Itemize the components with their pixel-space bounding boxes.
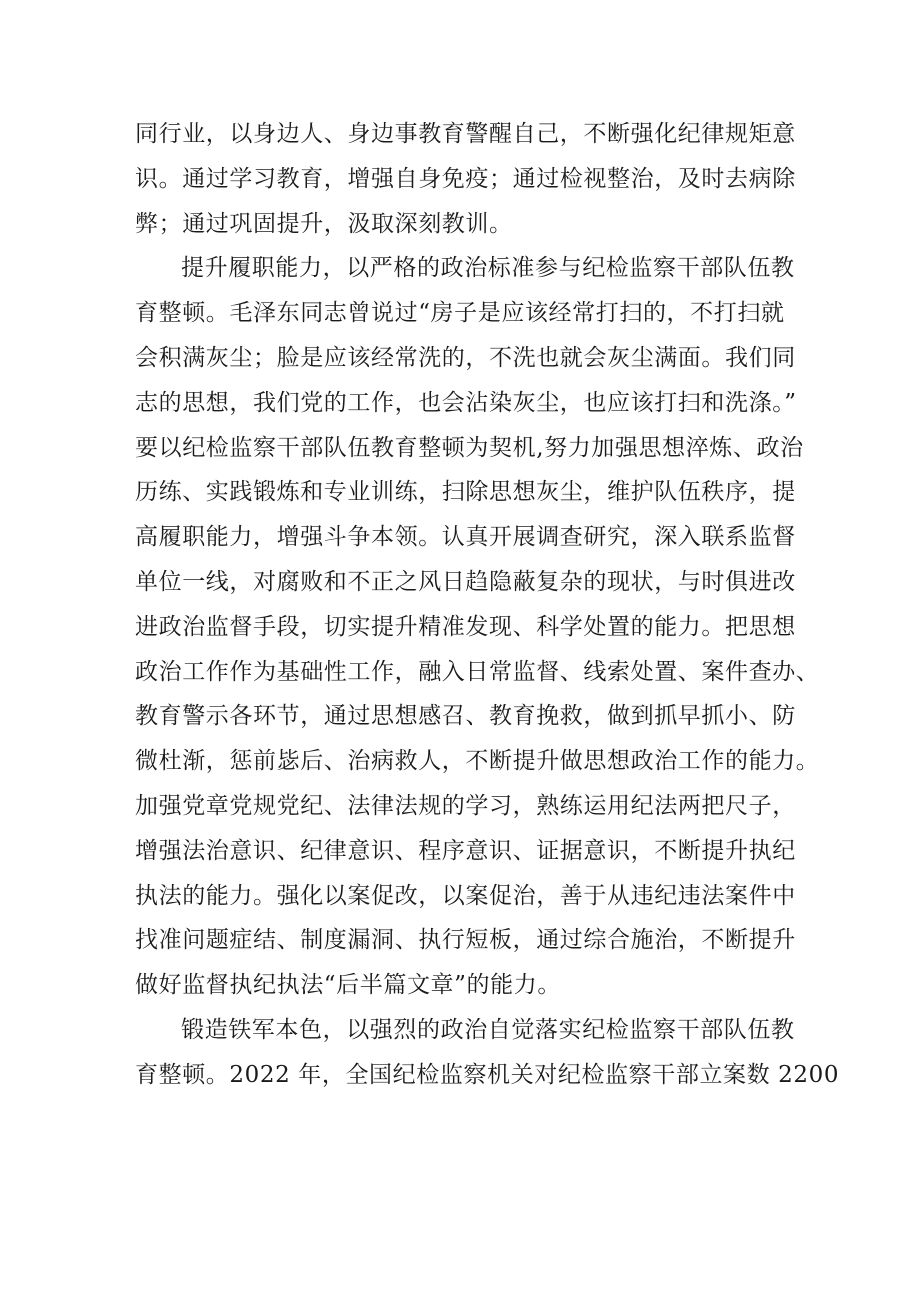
text-line: 提升履职能力，以严格的政治标准参与纪检监察干部队伍教 [181,255,795,282]
text-line: 志的思想，我们党的工作，也会沾染灰尘，也应该打扫和洗涤。” [135,389,797,416]
text-line: 微杜渐，惩前毖后、治病救人，不断提升做思想政治工作的能力。 [135,748,820,775]
body-text [135,112,840,1098]
text-line: 同行业，以身边人、身边事教育警醒自己，不断强化纪律规矩意 [135,121,796,147]
text-line: 政治工作作为基础性工作，融入日常监督、线索处置、案件查办、 [135,658,820,685]
text-line: 进政治监督手段，切实提升精准发现、科学处置的能力。把思想 [135,613,796,640]
text-line: 执法的能力。强化以案促改，以案促治，善于从违纪违法案件中 [135,882,796,909]
text-line: 历练、实践锻炼和专业训练，扫除思想灰尘，维护队伍秩序，提 [135,479,796,506]
text-line: 增强法治意识、纪律意识、程序意识、证据意识，不断提升执纪 [135,837,796,864]
text-line: 要以纪检监察干部队伍教育整顿为契机,努力加强思想淬炼、政治 [135,434,804,461]
text-line: 找准问题症结、制度漏洞、执行短板，通过综合施治，不断提升 [135,927,796,954]
text-line: 育整顿。毛泽东同志曾说过“房子是应该经常打扫的，不打扫就 [135,300,785,327]
text-line: 弊；通过巩固提升，汲取深刻教训。 [135,210,513,237]
text-line: 识。通过学习教育，增强自身免疫；通过检视整治，及时去病除 [135,165,796,192]
paragraph-1 [135,112,795,246]
text-line: 锻造铁军本色，以强烈的政治自觉落实纪检监察干部队伍教 [181,1016,795,1043]
paragraph-2 [135,246,820,1008]
text-line: 单位一线，对腐败和不正之风日趋隐蔽复杂的现状，与时俱进改 [135,568,796,595]
paragraph-3 [135,1008,840,1098]
text-line: 育整顿。2022 年，全国纪检监察机关对纪检监察干部立案数 2200 [135,1061,840,1088]
text-line: 加强党章党规党纪、法律法规的学习，熟练运用纪法两把尺子， [135,792,796,819]
text-line: 高履职能力，增强斗争本领。认真开展调查研究，深入联系监督 [135,524,796,551]
text-line: 会积满灰尘；脸是应该经常洗的，不洗也就会灰尘满面。我们同 [135,344,796,371]
text-line: 做好监督执纪执法“后半篇文章”的能力。 [135,972,561,999]
text-line: 教育警示各环节，通过思想感召、教育挽救，做到抓早抓小、防 [135,703,796,730]
